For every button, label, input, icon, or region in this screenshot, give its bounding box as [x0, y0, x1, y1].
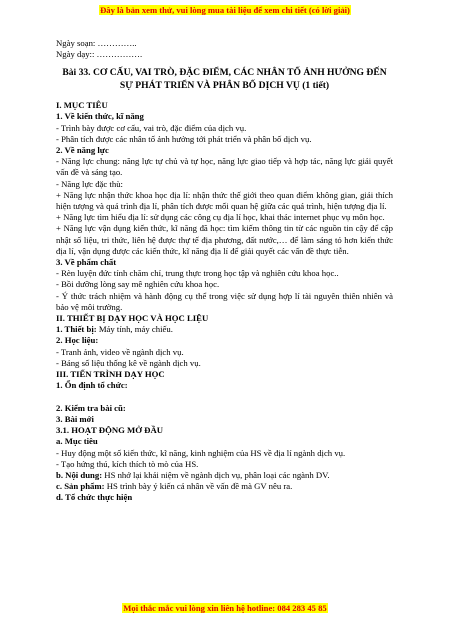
lesson-title: Bài 33. CƠ CẤU, VAI TRÒ, ĐẶC ĐIỂM, CÁC NHÂN TỐ ẢNH HƯỞNG ĐẾN SỰ PHÁT TRIỂN VÀ PHÂN BỐ DỊCH VỤ (1 tiết) [62, 67, 387, 91]
paragraph: + Năng lực vận dụng kiến thức, kĩ năng đã học: tìm kiếm thông tin từ các nguồn tin cậy để cập nhật số liệu, tri thức, liên hệ được thự tế địa phương, đất nước,… để làm sáng tỏ hơn kiến thức địa lí, vận dụng được các kiến thức, kĩ năng địa lí để giải quyết các vấn đề thực tiễn. [56, 223, 393, 256]
preview-banner-text: Đây là bản xem thử, vui lòng mua tài liệu để xem chi tiết (có lời giải) [100, 5, 350, 15]
paragraph: - Rèn luyện đức tính chăm chỉ, trung thực trong học tập và nghiên cứu khoa học.. [56, 268, 339, 279]
paragraph: - Năng lực chung: năng lực tự chủ và tự học, năng lực giao tiếp và hợp tác, năng lực giải quyết vấn đề và sáng tạo. [56, 156, 393, 178]
product-label: c. Sản phẩm: [56, 481, 105, 492]
heading-review: 2. Kiểm tra bài cũ: [56, 402, 126, 413]
date-prepared: Ngày soạn: ………….. [56, 38, 137, 48]
heading-new-lesson: 3. Bài mới [56, 413, 94, 424]
paragraph: - Ý thức trách nhiệm và hành động cụ thể trong việc sử dụng hợp lí tài nguyên thiên nhiên và bảo vệ môi trường. [56, 290, 393, 312]
content-line [56, 470, 393, 481]
paragraph: - Trình bày được cơ cấu, vai trò, đặc điểm của dịch vụ. [56, 122, 247, 133]
content-label: b. Nội dung: [56, 469, 103, 480]
section-objectives: I. MỤC TIÊU [56, 100, 108, 111]
product-text: HS trình bày ý kiến cá nhân về vấn đề mà GV nêu ra. [104, 481, 293, 492]
paragraph: - Tạo hứng thú, kích thích tò mò của HS. [56, 458, 199, 469]
paragraph: - Năng lực đặc thù: [56, 178, 123, 189]
paragraph: - Bồi dưỡng lòng say mê nghiên cứu khoa học. [56, 279, 220, 290]
section-process: III. TIẾN TRÌNH DẠY HỌC [56, 369, 165, 380]
paragraph: - Phân tích được các nhân tố ảnh hưởng tới phát triển và phân bố dịch vụ. [56, 133, 312, 144]
blank-line [56, 392, 393, 403]
heading-implementation: d. Tổ chức thực hiện [56, 492, 133, 503]
paragraph: + Năng lực nhận thức khoa học địa lí: nhận thức thế giới theo quan điểm không gian, giải thích hiện tượng và quá trình địa lí, phân tích được mối quan hệ giữa các quá trình, hiện tượng địa lí. [56, 189, 393, 212]
equipment-line [56, 324, 393, 335]
hotline-banner-text: Mọi thắc mắc vui lòng xin liên hệ hotline: 084 283 45 85 [123, 603, 327, 613]
paragraph: - Tranh ảnh, video về ngành dịch vụ. [56, 346, 184, 357]
heading-opening-activity: 3.1. HOẠT ĐỘNG MỞ ĐẦU [56, 425, 163, 436]
heading-qualities: 3. Về phẩm chất [56, 257, 117, 268]
content-text: HS nhớ lại khái niệm về ngành dịch vụ, phân loại các ngành DV. [102, 469, 330, 480]
hotline-banner [0, 603, 450, 614]
heading-materials: 2. Học liệu: [56, 335, 99, 346]
heading-knowledge-skills: 1. Về kiến thức, kĩ năng [56, 111, 144, 122]
heading-goal: a. Mục tiêu [56, 436, 98, 447]
equipment-label: 1. Thiết bị: [56, 324, 97, 335]
heading-organization: 1. Ổn định tổ chức: [56, 380, 128, 391]
product-line [56, 481, 393, 492]
paragraph: - Huy động một số kiến thức, kĩ năng, kinh nghiệm của HS về địa lí ngành dịch vụ. [56, 447, 346, 458]
preview-banner [0, 5, 450, 16]
paragraph: - Bảng số liệu thống kê về ngành dịch vụ. [56, 357, 201, 368]
paragraph: + Năng lực tìm hiểu địa lí: sử dụng các công cụ địa lí học, khai thác internet phục vụ môn học. [56, 212, 385, 223]
equipment-text: Máy tính, máy chiếu. [96, 324, 173, 335]
section-equipment: II. THIẾT BỊ DẠY HỌC VÀ HỌC LIỆU [56, 313, 209, 324]
heading-competence: 2. Về năng lực [56, 145, 109, 156]
date-taught: Ngày dạy:: ……………. [56, 49, 143, 60]
document-content [56, 38, 393, 504]
